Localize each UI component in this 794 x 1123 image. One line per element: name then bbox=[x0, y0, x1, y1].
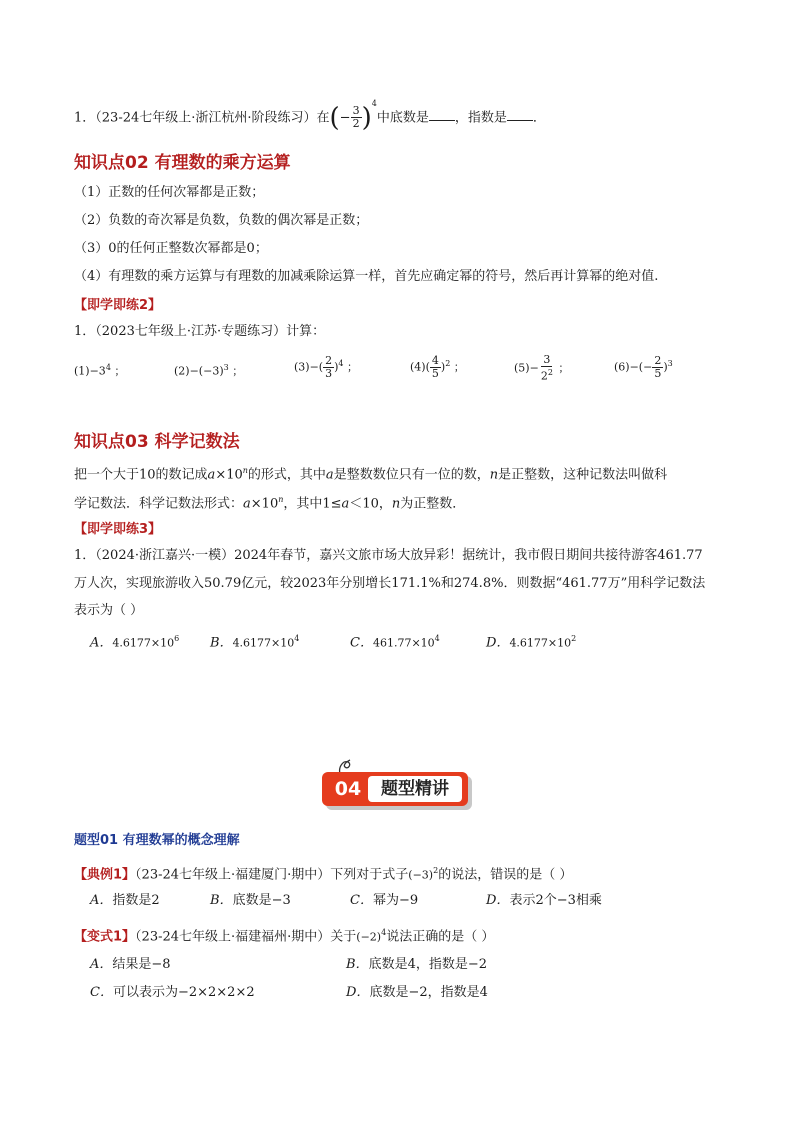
practice-question: 1．（2023七年级上·江苏·专题练习）计算： bbox=[74, 324, 326, 339]
rule-item: （4）有理数的乘方运算与有理数的加减乘除运算一样，首先应确定幂的符号，然后再计算幂的绝对值. bbox=[74, 269, 659, 284]
choice-a[interactable]: A．指数是2 bbox=[90, 893, 160, 908]
section-heading: 知识点02 有理数的乘方运算 bbox=[74, 153, 291, 173]
choice-a[interactable]: A．结果是−8 bbox=[90, 957, 171, 972]
formula-2: $(2)-(-3)^3$ ； bbox=[174, 363, 244, 378]
choice-d[interactable]: D．底数是−2，指数是4 bbox=[346, 985, 488, 1000]
fraction: $\frac{3}{2}$ bbox=[352, 104, 360, 131]
problem-type-heading: 题型01 有理数幂的概念理解 bbox=[74, 833, 240, 848]
formula-4: (4)( $\frac{4}{5}$ )$^2$ ； bbox=[410, 354, 465, 381]
formula-1: $(1)-3^4$ ； bbox=[74, 363, 126, 378]
formula-3: (3)−( $\frac{2}{3}$ )$^4$ ； bbox=[294, 354, 358, 381]
section-heading: 知识点03 科学记数法 bbox=[74, 432, 240, 452]
formula-5: (5)− $\frac{3}{2^2}$ ； bbox=[514, 353, 570, 383]
choice-d[interactable]: D．表示2个−3相乘 bbox=[486, 893, 602, 908]
question-line: 表示为（ ） bbox=[74, 603, 144, 618]
section-badge bbox=[322, 772, 474, 812]
answer-blank[interactable] bbox=[507, 108, 533, 121]
formula-6: (6)−(− $\frac{2}{5}$ )$^3$ bbox=[614, 354, 673, 381]
variant-question: 【变式1】（23-24七年级上·福建福州·期中）关于$(-2)^4$说法正确的是（ ） bbox=[74, 928, 495, 945]
choice-b[interactable]: B．底数是−3 bbox=[210, 893, 291, 908]
choice-a[interactable]: A．$4.6177\times 10^6$ bbox=[90, 634, 180, 651]
choice-c[interactable]: C．可以表示为−2×2×2×2 bbox=[90, 985, 255, 1000]
practice-label: 【即学即练3】 bbox=[74, 522, 162, 537]
badge-label: 题型精讲 bbox=[368, 776, 462, 802]
rule-item: （2）负数的奇次幂是负数，负数的偶次幂是正数； bbox=[74, 213, 369, 228]
rule-item: （3）0的任何正整数次幂都是0； bbox=[74, 241, 268, 256]
answer-blank[interactable] bbox=[429, 108, 455, 121]
definition-paragraph-line: 把一个大于10的数记成$a\times 10^n$的形式，其中a是整数数位只有一位的数，n是正整数，这种记数法叫做科 bbox=[74, 466, 668, 483]
choice-c[interactable]: C．$461.77\times 10^4$ bbox=[350, 634, 440, 651]
choice-b[interactable]: B．$4.6177\times 10^4$ bbox=[210, 634, 300, 651]
badge-number: 04 bbox=[334, 778, 362, 800]
practice-label: 【即学即练2】 bbox=[74, 298, 162, 313]
definition-paragraph-line: 学记数法．科学记数法形式：$a\times 10^n$，其中1≤a＜10，n为正整数． bbox=[74, 495, 466, 512]
choice-c[interactable]: C．幂为−9 bbox=[350, 893, 419, 908]
question-1-text: 1．（23-24七年级上·浙江杭州·阶段练习）在 bbox=[74, 110, 330, 126]
choice-d[interactable]: D．$4.6177\times 10^2$ bbox=[486, 634, 577, 651]
choice-b[interactable]: B．底数是4，指数是−2 bbox=[346, 957, 487, 972]
rule-item: （1）正数的任何次幂都是正数； bbox=[74, 185, 265, 200]
example-question: 【典例1】（23-24七年级上·福建厦门·期中）下列对于式子$(-3)^2$的说法，错误的是（ ） bbox=[74, 866, 573, 883]
question-1-line: 1．（23-24七年级上·浙江杭州·阶段练习）在(− $\frac{3}{2}$ )$^4$中底数是 ，指数是 ． bbox=[74, 99, 546, 133]
question-line: 万人次，实现旅游收入50.79亿元，较2023年分别增长171.1%和274.8%．则数据“461.77万”用科学记数法 bbox=[74, 576, 706, 591]
question-line: 1．（2024·浙江嘉兴·一模）2024年春节，嘉兴文旅市场大放异彩！据统计，我市假日期间共接待游客461.77 bbox=[74, 548, 703, 563]
